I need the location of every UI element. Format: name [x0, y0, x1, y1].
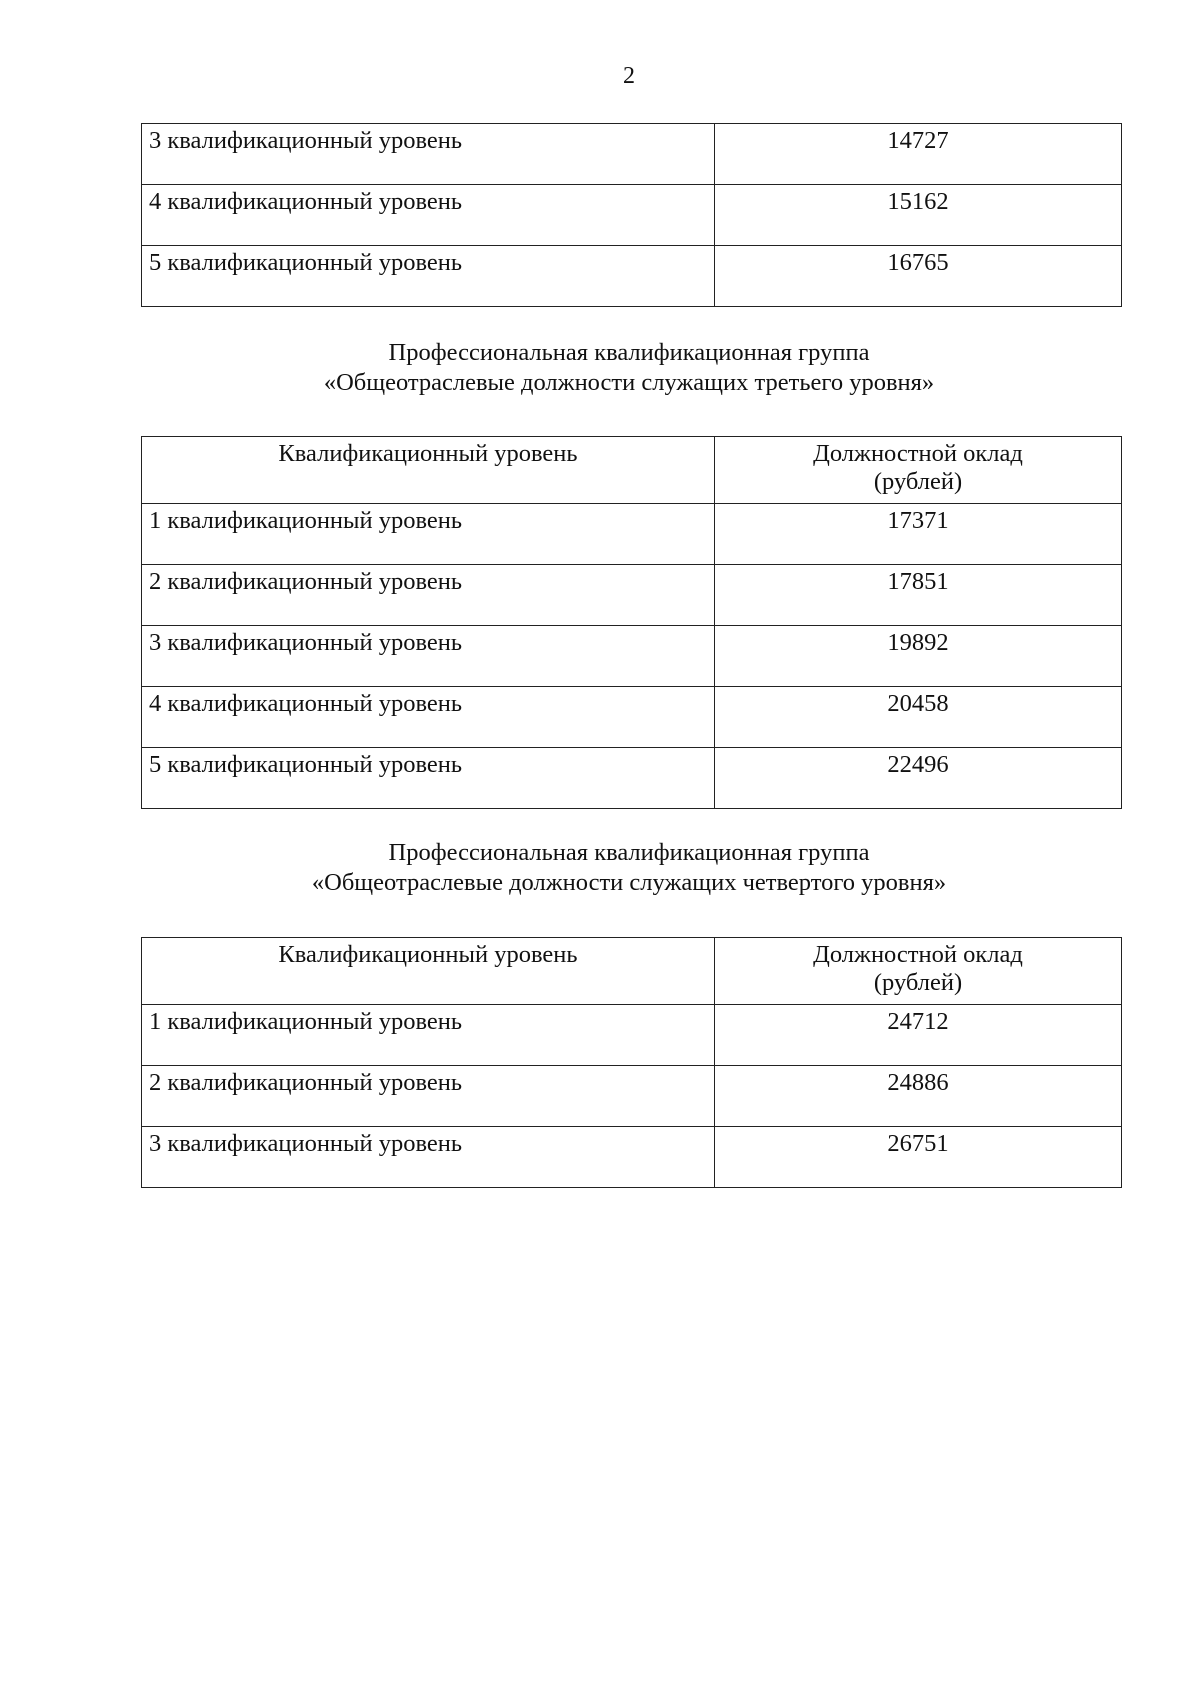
salary-cell: 24712 [715, 1005, 1122, 1066]
table-row [142, 185, 1122, 246]
salary-cell: 16765 [715, 246, 1122, 307]
table-header-row [142, 938, 1122, 1005]
salary-cell: 19892 [715, 626, 1122, 687]
header-salary [715, 437, 1122, 504]
level-cell: 5 квалификационный уровень [142, 748, 715, 809]
table-row [142, 565, 1122, 626]
level-cell: 2 квалификационный уровень [142, 565, 715, 626]
level-cell: 2 квалификационный уровень [142, 1066, 715, 1127]
salary-cell: 15162 [715, 185, 1122, 246]
salary-table-fourth-level [141, 937, 1122, 1188]
group-title-line1: Профессиональная квалификационная группа [388, 839, 870, 866]
header-level: Квалификационный уровень [142, 437, 715, 504]
table-row [142, 748, 1122, 809]
salary-cell: 22496 [715, 748, 1122, 809]
header-salary-line1: Должностной оклад [813, 440, 1023, 467]
level-cell: 4 квалификационный уровень [142, 687, 715, 748]
level-cell: 5 квалификационный уровень [142, 246, 715, 307]
table-row [142, 1005, 1122, 1066]
header-salary-line1: Должностной оклад [813, 941, 1023, 968]
level-cell: 3 квалификационный уровень [142, 626, 715, 687]
header-salary-line2: (рублей) [873, 468, 963, 495]
page-number: 2 [623, 63, 635, 89]
table-row [142, 246, 1122, 307]
table-row [142, 124, 1122, 185]
salary-cell: 26751 [715, 1127, 1122, 1188]
table-row [142, 1066, 1122, 1127]
group-title-line2: «Общеотраслевые должности служащих третьего уровня» [323, 369, 935, 396]
salary-cell: 17851 [715, 565, 1122, 626]
group-title-line1: Профессиональная квалификационная группа [388, 339, 870, 366]
group-title-line2: «Общеотраслевые должности служащих четвертого уровня» [311, 869, 947, 896]
salary-cell: 24886 [715, 1066, 1122, 1127]
level-cell: 4 квалификационный уровень [142, 185, 715, 246]
level-cell: 3 квалификационный уровень [142, 124, 715, 185]
salary-table-third-level [141, 436, 1122, 809]
group-title-third-level [0, 338, 1200, 398]
group-title-fourth-level [0, 838, 1200, 898]
table-row [142, 626, 1122, 687]
table-row [142, 687, 1122, 748]
table-header-row [142, 437, 1122, 504]
salary-table-continued [141, 123, 1122, 307]
salary-cell: 20458 [715, 687, 1122, 748]
table-row [142, 504, 1122, 565]
table-row [142, 1127, 1122, 1188]
salary-cell: 17371 [715, 504, 1122, 565]
level-cell: 1 квалификационный уровень [142, 504, 715, 565]
level-cell: 1 квалификационный уровень [142, 1005, 715, 1066]
header-salary [715, 938, 1122, 1005]
level-cell: 3 квалификационный уровень [142, 1127, 715, 1188]
salary-cell: 14727 [715, 124, 1122, 185]
header-level: Квалификационный уровень [142, 938, 715, 1005]
header-salary-line2: (рублей) [873, 969, 963, 996]
